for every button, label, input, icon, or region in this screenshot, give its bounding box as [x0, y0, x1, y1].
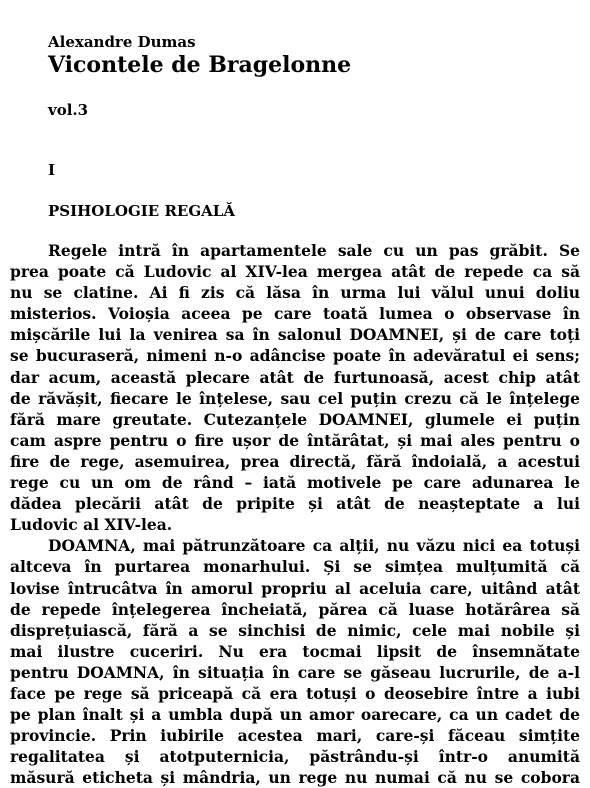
text-line: misterios. Voioșia aceea pe care toată lumea o observase în [10, 304, 580, 324]
text-line: se bucuraseră, nimeni n-o adâncise poate în adevăratul ei sens; [10, 346, 580, 366]
text-line: dar acum, această plecare atât de furtunoasă, acest chip atât [10, 367, 580, 387]
text-line: pe plan înalt și a umbla după un amor oarecare, ca un cadet de [10, 705, 580, 725]
text-line: provincie. Prin iubirile acestea mari, care-și făceau simțite [10, 726, 580, 746]
text-line: DOAMNA, mai pătrunzătoare ca alții, nu văzu nici ea totuși [48, 536, 580, 556]
chapter-number: I [48, 161, 56, 179]
text-line: regalitatea și atotputernicia, păstrându-și într-o anumită [10, 747, 580, 767]
text-line: fire de rege, asemuirea, prea directă, fără îndoială, a acestui [10, 451, 580, 471]
text-line: de răvășit, fiecare le înțelese, sau cel puțin crezu că le înțelege [10, 388, 580, 408]
text-line: rege cu un om de rând – iată motivele pe care adunarea le [10, 473, 580, 493]
author-name: Alexandre Dumas [48, 33, 196, 51]
chapter-title: PSIHOLOGIE REGALĂ [48, 202, 235, 220]
text-line: măsură eticheta și mândria, un rege nu numai că nu se cobora [10, 768, 580, 788]
text-line: mișcările lui la venirea sa în salonul DOAMNEI, și de care toți [10, 325, 580, 345]
text-line: dădea plecării atât de pripite și atât de neașteptate a lui [10, 494, 580, 514]
text-line: fără mare greutate. Cutezanțele DOAMNEI, glumele ei puțin [10, 409, 580, 429]
text-line: lovise întrucâtva în amorul propriu al aceluia care, uitând atât [10, 578, 580, 598]
text-line: nu se clatine. Ai fi zis că lăsa în urma lui vălul unui doliu [10, 283, 580, 303]
text-line: Regele intră în apartamentele sale cu un pas grăbit. Se [48, 241, 580, 260]
text-line: cam aspre pentru o fire ușor de întărâtat, și mai ales pentru o [10, 430, 580, 450]
text-line: altceva în purtarea monarhului. Și se simțea mulțumită că [10, 557, 580, 577]
text-line: mai ilustre cuceriri. Nu era tocmai lipsit de însemnătate [10, 641, 580, 661]
text-line: prea poate că Ludovic al XIV-lea mergea atât de repede ca să [10, 262, 580, 282]
text-line: disprețuiască, fără a se sinchisi de nimic, cele mai nobile și [10, 620, 580, 640]
text-line: face pe rege să priceapă că era totuși o deosebire între a iubi [10, 683, 580, 703]
volume-label: vol.3 [48, 101, 89, 119]
text-line: Ludovic al XIV-lea. [10, 515, 173, 535]
book-title: Vicontele de Bragelonne [48, 52, 352, 78]
text-line: pentru DOAMNA, în situația în care se găseau lucrurile, de a-l [10, 662, 580, 682]
text-line: de repede înțelegerea încheiată, părea că luase hotărârea să [10, 599, 580, 619]
body-text [10, 240, 580, 788]
